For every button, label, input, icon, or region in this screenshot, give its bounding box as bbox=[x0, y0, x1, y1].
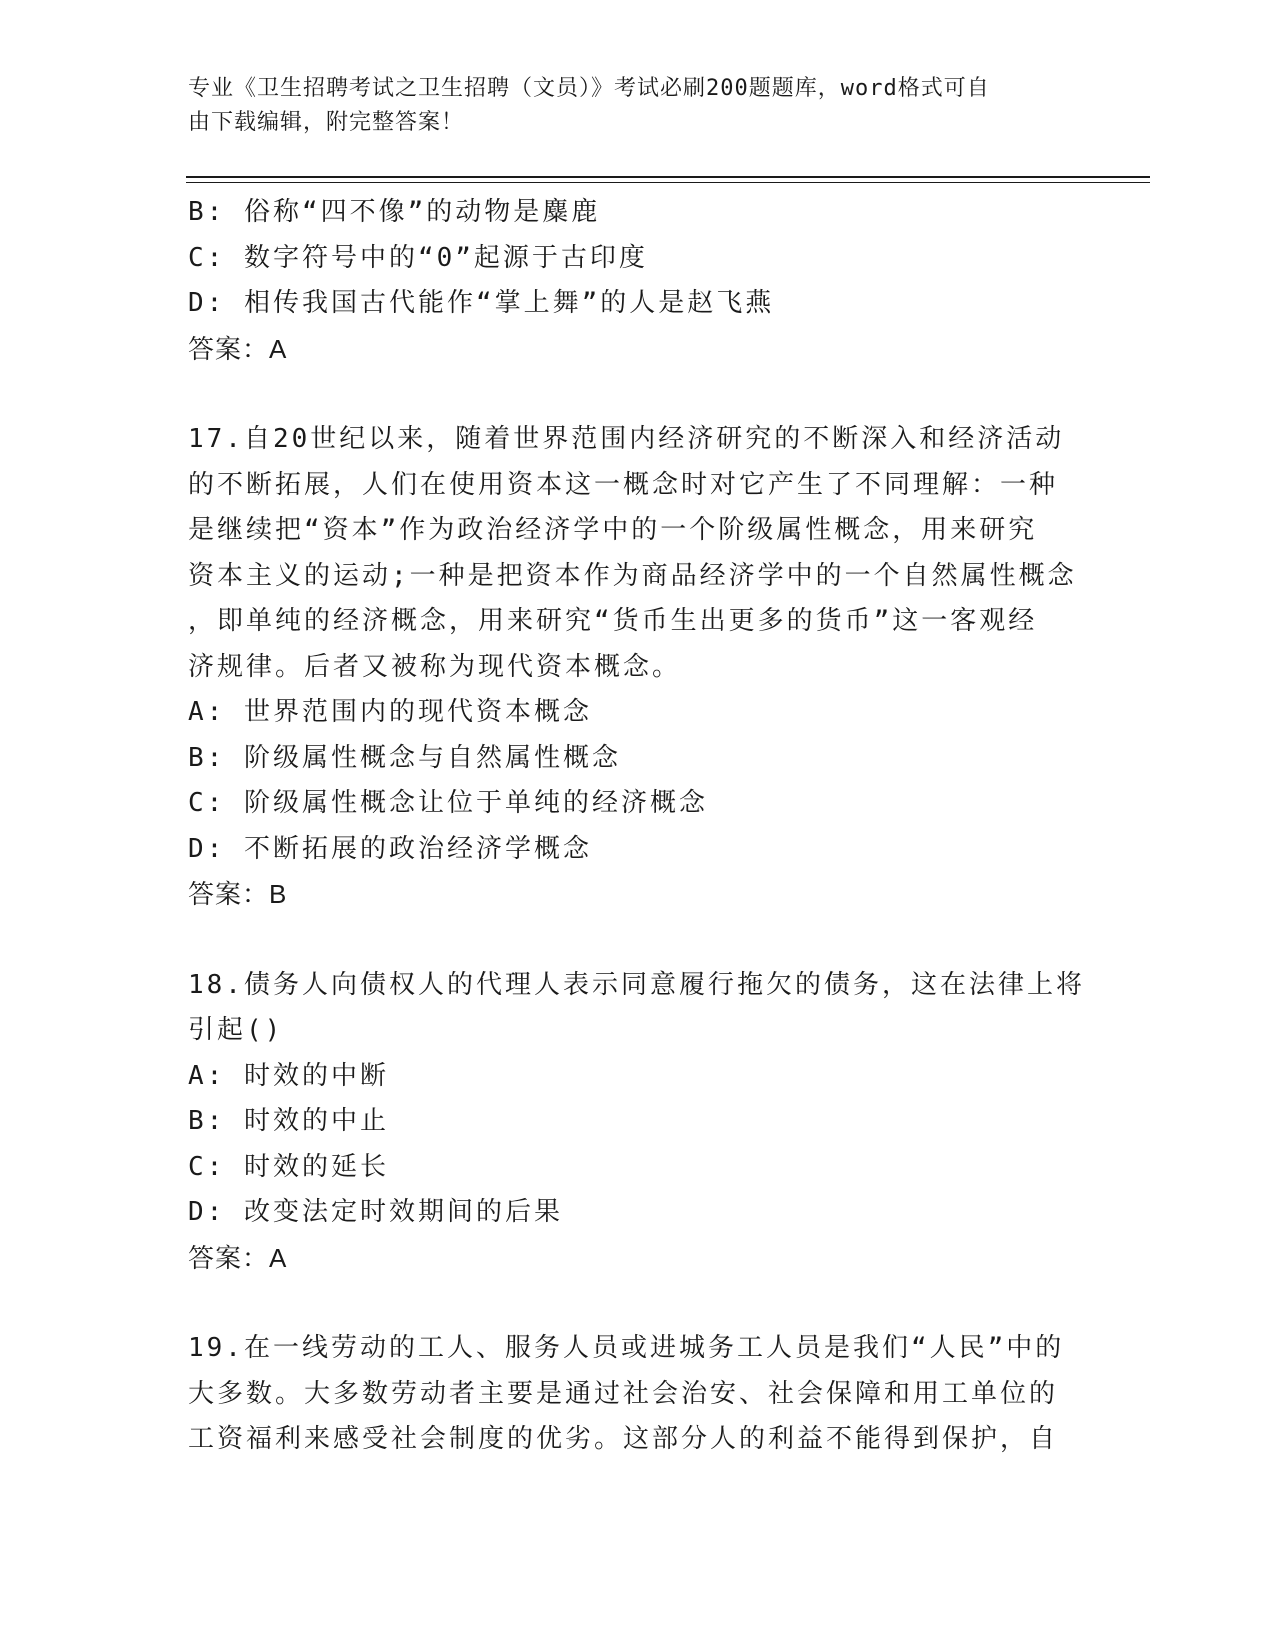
question-text-line: 大多数。大多数劳动者主要是通过社会治安、社会保障和用工单位的 bbox=[188, 1378, 1059, 1409]
question-text-line: 引起() bbox=[188, 1015, 284, 1045]
option-d: D: 改变法定时效期间的后果 bbox=[188, 1197, 563, 1227]
option-d: D: 不断拓展的政治经济学概念 bbox=[188, 833, 592, 864]
question-16 bbox=[188, 190, 1088, 372]
question-18 bbox=[188, 963, 1088, 1282]
question-text-line: 的不断拓展，人们在使用资本这一概念时对它产生了不同理解：一种 bbox=[188, 469, 1059, 500]
answer: 答案：B bbox=[188, 879, 288, 909]
header-line-2: 由下载编辑，附完整答案！ bbox=[188, 110, 465, 135]
option-a: A: 世界范围内的现代资本概念 bbox=[188, 697, 592, 727]
document-body bbox=[188, 190, 1088, 1463]
option-b: B: 时效的中止 bbox=[188, 1106, 389, 1136]
question-19 bbox=[188, 1326, 1088, 1463]
option-c: C: 数字符号中的“0”起源于古印度 bbox=[188, 242, 648, 273]
question-text-line: 是继续把“资本”作为政治经济学中的一个阶级属性概念，用来研究 bbox=[188, 515, 1038, 545]
option-a: A: 时效的中断 bbox=[188, 1060, 389, 1091]
question-text-line: 资本主义的运动;一种是把资本作为商品经济学中的一个自然属性概念 bbox=[188, 560, 1077, 591]
question-text-line: 济规律。后者又被称为现代资本概念。 bbox=[188, 651, 682, 682]
question-text-line: ，即单纯的经济概念，用来研究“货币生出更多的货币”这一客观经 bbox=[188, 606, 1038, 636]
header-rule bbox=[186, 176, 1150, 183]
question-text-line: 工资福利来感受社会制度的优劣。这部分人的利益不能得到保护，自 bbox=[188, 1424, 1059, 1454]
question-text-line: 17.自20世纪以来，随着世界范围内经济研究的不断深入和经济活动 bbox=[188, 424, 1065, 454]
page-header bbox=[188, 72, 1068, 140]
option-b: B: 俗称“四不像”的动物是麋鹿 bbox=[188, 197, 601, 227]
option-d: D: 相传我国古代能作“掌上舞”的人是赵飞燕 bbox=[188, 288, 775, 318]
header-line-1: 专业《卫生招聘考试之卫生招聘（文员）》考试必刷200题题库，word格式可自 bbox=[188, 76, 990, 101]
answer: 答案：A bbox=[188, 1242, 288, 1273]
option-c: C: 时效的延长 bbox=[188, 1151, 389, 1182]
option-b: B: 阶级属性概念与自然属性概念 bbox=[188, 742, 621, 773]
question-text-line: 19.在一线劳动的工人、服务人员或进城务工人员是我们“人民”中的 bbox=[188, 1333, 1065, 1363]
question-text-line: 18.债务人向债权人的代理人表示同意履行拖欠的债务，这在法律上将 bbox=[188, 969, 1085, 1000]
answer: 答案：A bbox=[188, 333, 288, 364]
question-17 bbox=[188, 417, 1088, 918]
option-c: C: 阶级属性概念让位于单纯的经济概念 bbox=[188, 788, 708, 818]
